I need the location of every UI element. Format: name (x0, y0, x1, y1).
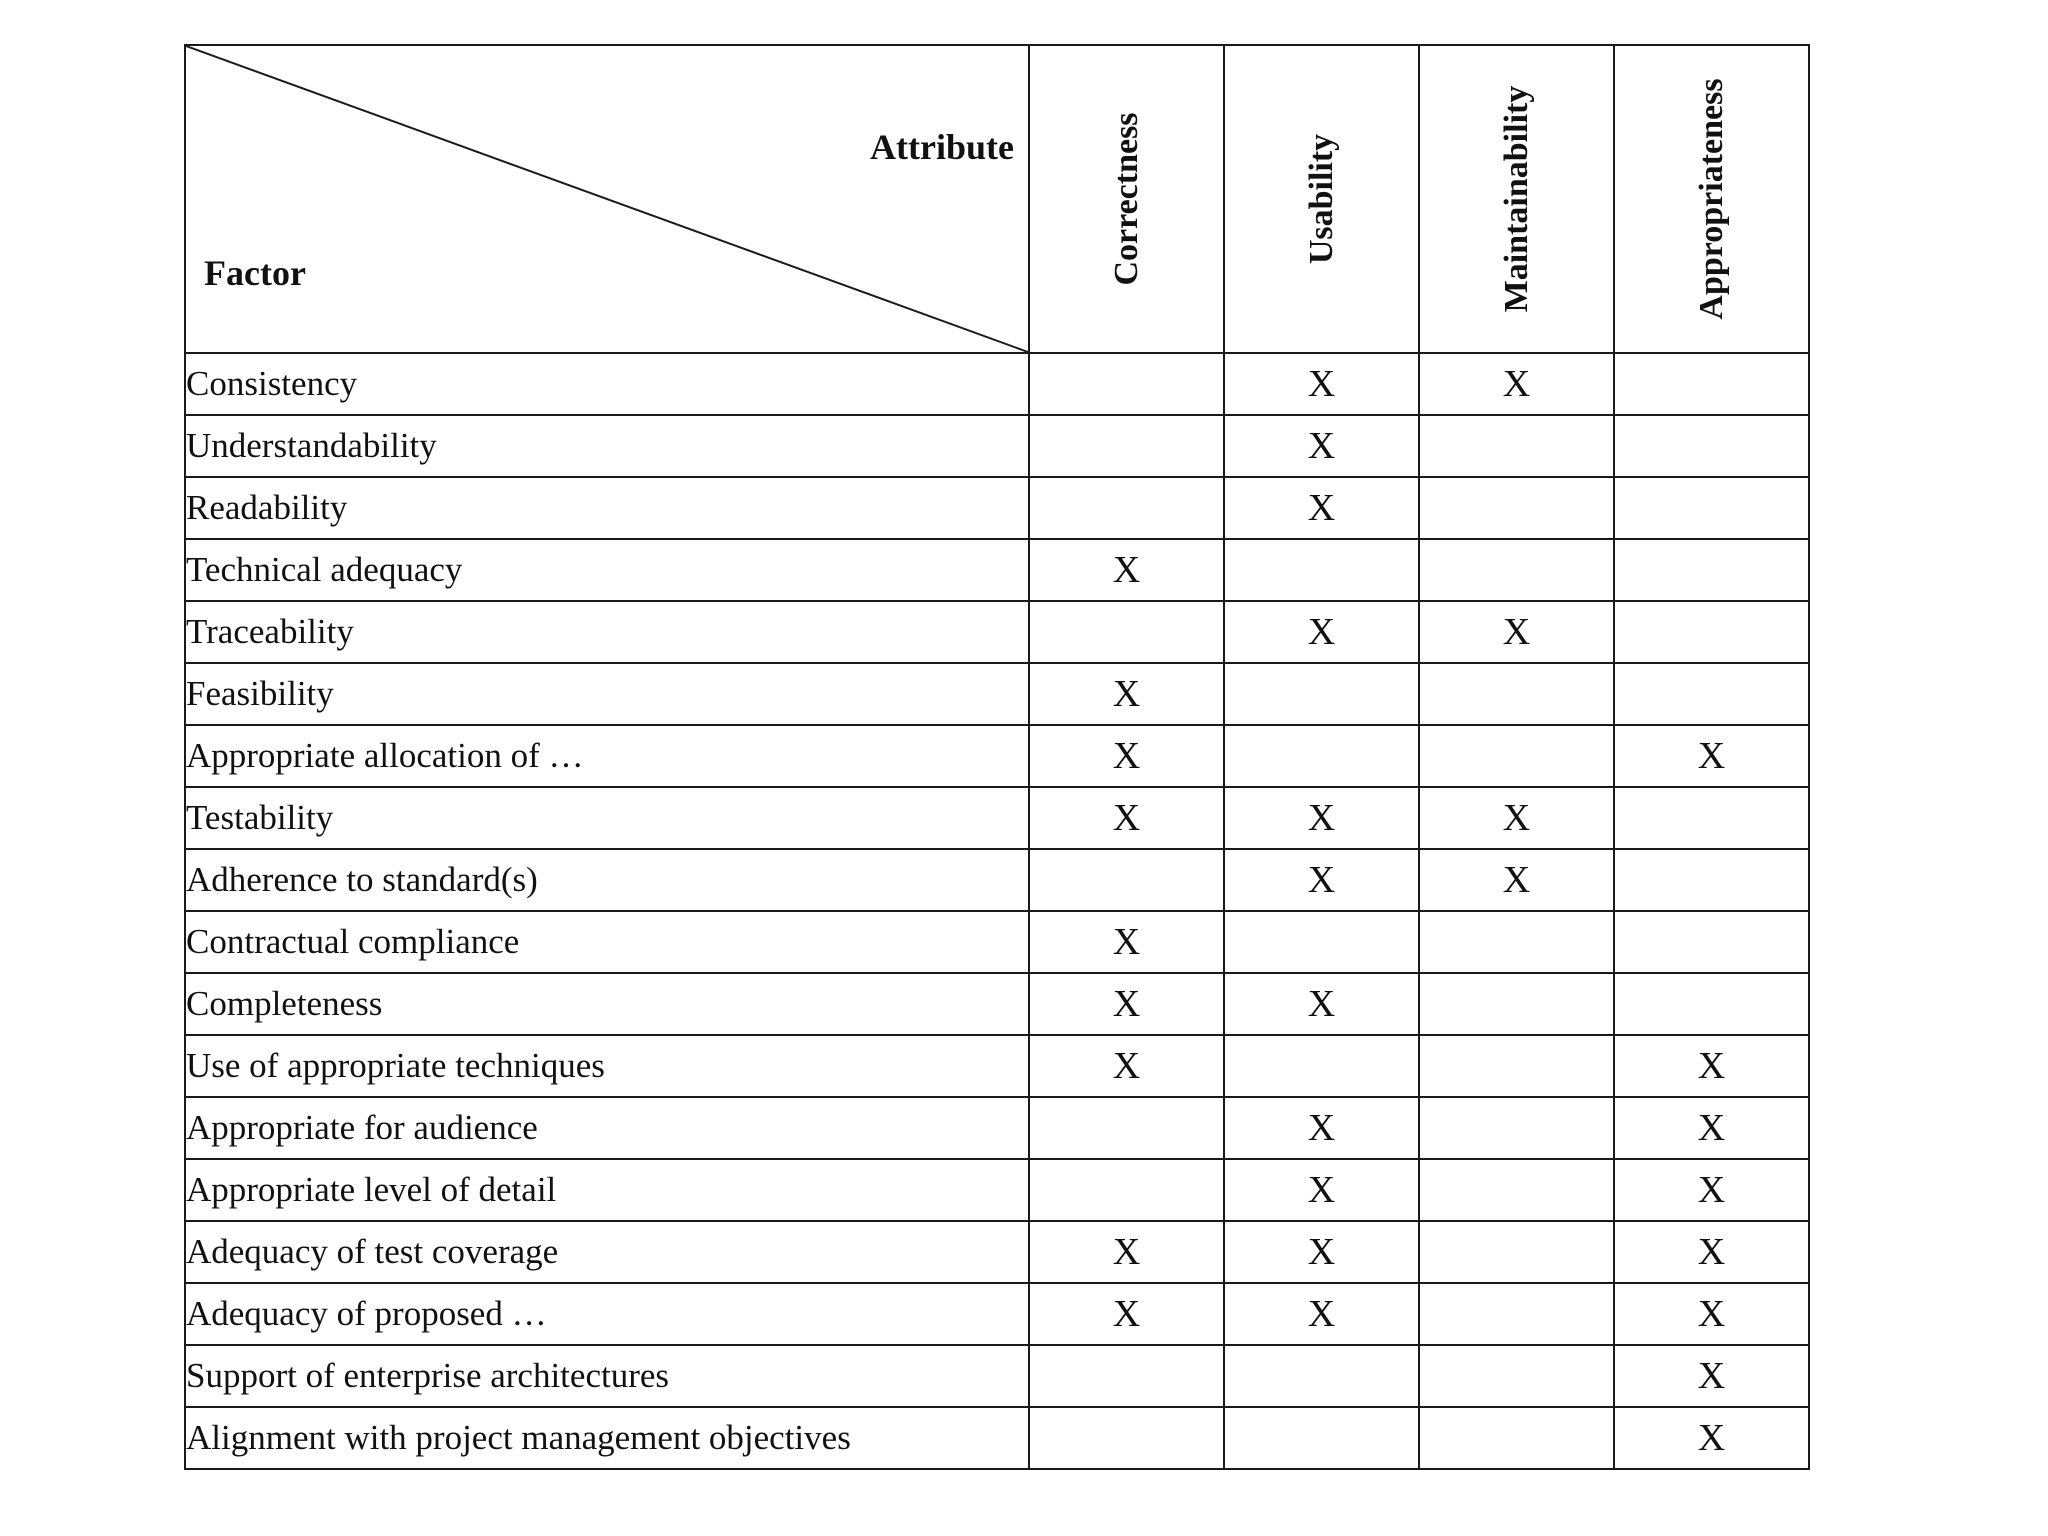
mark-cell (1224, 539, 1419, 601)
factor-cell: Readability (185, 477, 1029, 539)
table-row (185, 1097, 1809, 1159)
mark-cell (1419, 1221, 1614, 1283)
mark-cell (1224, 911, 1419, 973)
mark-cell: X (1224, 1097, 1419, 1159)
factor-cell: Alignment with project management objectives (185, 1407, 1029, 1469)
table-row (185, 725, 1809, 787)
column-header-correctness (1029, 45, 1224, 353)
attribute-factor-matrix (184, 44, 1810, 1470)
mark-cell (1224, 725, 1419, 787)
mark-cell: X (1419, 353, 1614, 415)
table-row (185, 477, 1809, 539)
mark-cell: X (1614, 1345, 1809, 1407)
mark-cell (1224, 1407, 1419, 1469)
mark-cell (1029, 849, 1224, 911)
factor-cell: Consistency (185, 353, 1029, 415)
mark-cell: X (1224, 601, 1419, 663)
table-row (185, 663, 1809, 725)
mark-cell (1419, 1407, 1614, 1469)
mark-cell (1029, 1159, 1224, 1221)
mark-cell (1224, 1035, 1419, 1097)
factor-cell: Appropriate for audience (185, 1097, 1029, 1159)
mark-cell: X (1029, 911, 1224, 973)
mark-cell: X (1614, 1097, 1809, 1159)
mark-cell (1224, 1345, 1419, 1407)
factor-cell: Understandability (185, 415, 1029, 477)
mark-cell: X (1419, 849, 1614, 911)
mark-cell: X (1224, 1283, 1419, 1345)
mark-cell (1029, 415, 1224, 477)
table-row (185, 1407, 1809, 1469)
mark-cell: X (1614, 1035, 1809, 1097)
mark-cell (1614, 973, 1809, 1035)
factor-cell: Support of enterprise architectures (185, 1345, 1029, 1407)
mark-cell (1419, 1159, 1614, 1221)
mark-cell (1224, 663, 1419, 725)
mark-cell (1419, 911, 1614, 973)
mark-cell (1419, 477, 1614, 539)
table-row (185, 353, 1809, 415)
mark-cell: X (1224, 1159, 1419, 1221)
mark-cell (1614, 539, 1809, 601)
mark-cell (1419, 725, 1614, 787)
mark-cell: X (1224, 787, 1419, 849)
mark-cell (1614, 787, 1809, 849)
matrix-body (185, 353, 1809, 1469)
factor-header-label: Factor (204, 253, 306, 293)
mark-cell (1029, 1097, 1224, 1159)
mark-cell (1029, 1407, 1224, 1469)
table-row (185, 1283, 1809, 1345)
header-row (185, 45, 1809, 353)
mark-cell (1614, 353, 1809, 415)
mark-cell (1029, 1345, 1224, 1407)
mark-cell (1419, 1035, 1614, 1097)
corner-cell (185, 45, 1029, 353)
mark-cell: X (1224, 353, 1419, 415)
factor-cell: Testability (185, 787, 1029, 849)
factor-cell: Adequacy of proposed … (185, 1283, 1029, 1345)
table-row (185, 849, 1809, 911)
factor-cell: Feasibility (185, 663, 1029, 725)
mark-cell (1614, 911, 1809, 973)
factor-cell: Technical adequacy (185, 539, 1029, 601)
column-header-label: Appropriateness (1692, 78, 1730, 320)
table-row (185, 1221, 1809, 1283)
column-header-maintainability (1419, 45, 1614, 353)
mark-cell: X (1614, 1221, 1809, 1283)
mark-cell: X (1224, 849, 1419, 911)
mark-cell: X (1224, 973, 1419, 1035)
mark-cell (1614, 601, 1809, 663)
mark-cell (1614, 477, 1809, 539)
mark-cell (1029, 601, 1224, 663)
factor-cell: Use of appropriate techniques (185, 1035, 1029, 1097)
table-row (185, 539, 1809, 601)
factor-cell: Contractual compliance (185, 911, 1029, 973)
mark-cell (1419, 973, 1614, 1035)
mark-cell: X (1614, 725, 1809, 787)
mark-cell (1614, 849, 1809, 911)
mark-cell (1614, 415, 1809, 477)
factor-cell: Appropriate level of detail (185, 1159, 1029, 1221)
column-header-label: Maintainability (1497, 85, 1535, 313)
column-header-label: Usability (1302, 133, 1340, 265)
mark-cell: X (1029, 787, 1224, 849)
mark-cell (1419, 1283, 1614, 1345)
mark-cell (1419, 539, 1614, 601)
factor-cell: Appropriate allocation of … (185, 725, 1029, 787)
column-header-label: Correctness (1107, 112, 1145, 286)
table-row (185, 601, 1809, 663)
attribute-header-label: Attribute (870, 127, 1014, 167)
column-header-usability (1224, 45, 1419, 353)
mark-cell (1419, 663, 1614, 725)
mark-cell (1029, 353, 1224, 415)
mark-cell: X (1224, 1221, 1419, 1283)
factor-cell: Traceability (185, 601, 1029, 663)
mark-cell: X (1419, 787, 1614, 849)
mark-cell (1419, 1097, 1614, 1159)
mark-cell: X (1029, 973, 1224, 1035)
mark-cell: X (1029, 663, 1224, 725)
mark-cell (1419, 415, 1614, 477)
diagonal-divider-line (186, 46, 1028, 352)
mark-cell: X (1224, 477, 1419, 539)
mark-cell: X (1614, 1407, 1809, 1469)
table-row (185, 911, 1809, 973)
table-row (185, 1159, 1809, 1221)
mark-cell: X (1029, 1221, 1224, 1283)
table-row (185, 1035, 1809, 1097)
column-header-appropriateness (1614, 45, 1809, 353)
factor-cell: Completeness (185, 973, 1029, 1035)
table-row (185, 1345, 1809, 1407)
mark-cell: X (1614, 1283, 1809, 1345)
factor-cell: Adequacy of test coverage (185, 1221, 1029, 1283)
factor-cell: Adherence to standard(s) (185, 849, 1029, 911)
mark-cell (1614, 663, 1809, 725)
mark-cell: X (1614, 1159, 1809, 1221)
mark-cell (1419, 1345, 1614, 1407)
mark-cell (1029, 477, 1224, 539)
mark-cell: X (1029, 1035, 1224, 1097)
mark-cell: X (1029, 725, 1224, 787)
mark-cell: X (1029, 539, 1224, 601)
table-row (185, 973, 1809, 1035)
mark-cell: X (1419, 601, 1614, 663)
table-row (185, 787, 1809, 849)
mark-cell: X (1029, 1283, 1224, 1345)
mark-cell: X (1224, 415, 1419, 477)
table-row (185, 415, 1809, 477)
